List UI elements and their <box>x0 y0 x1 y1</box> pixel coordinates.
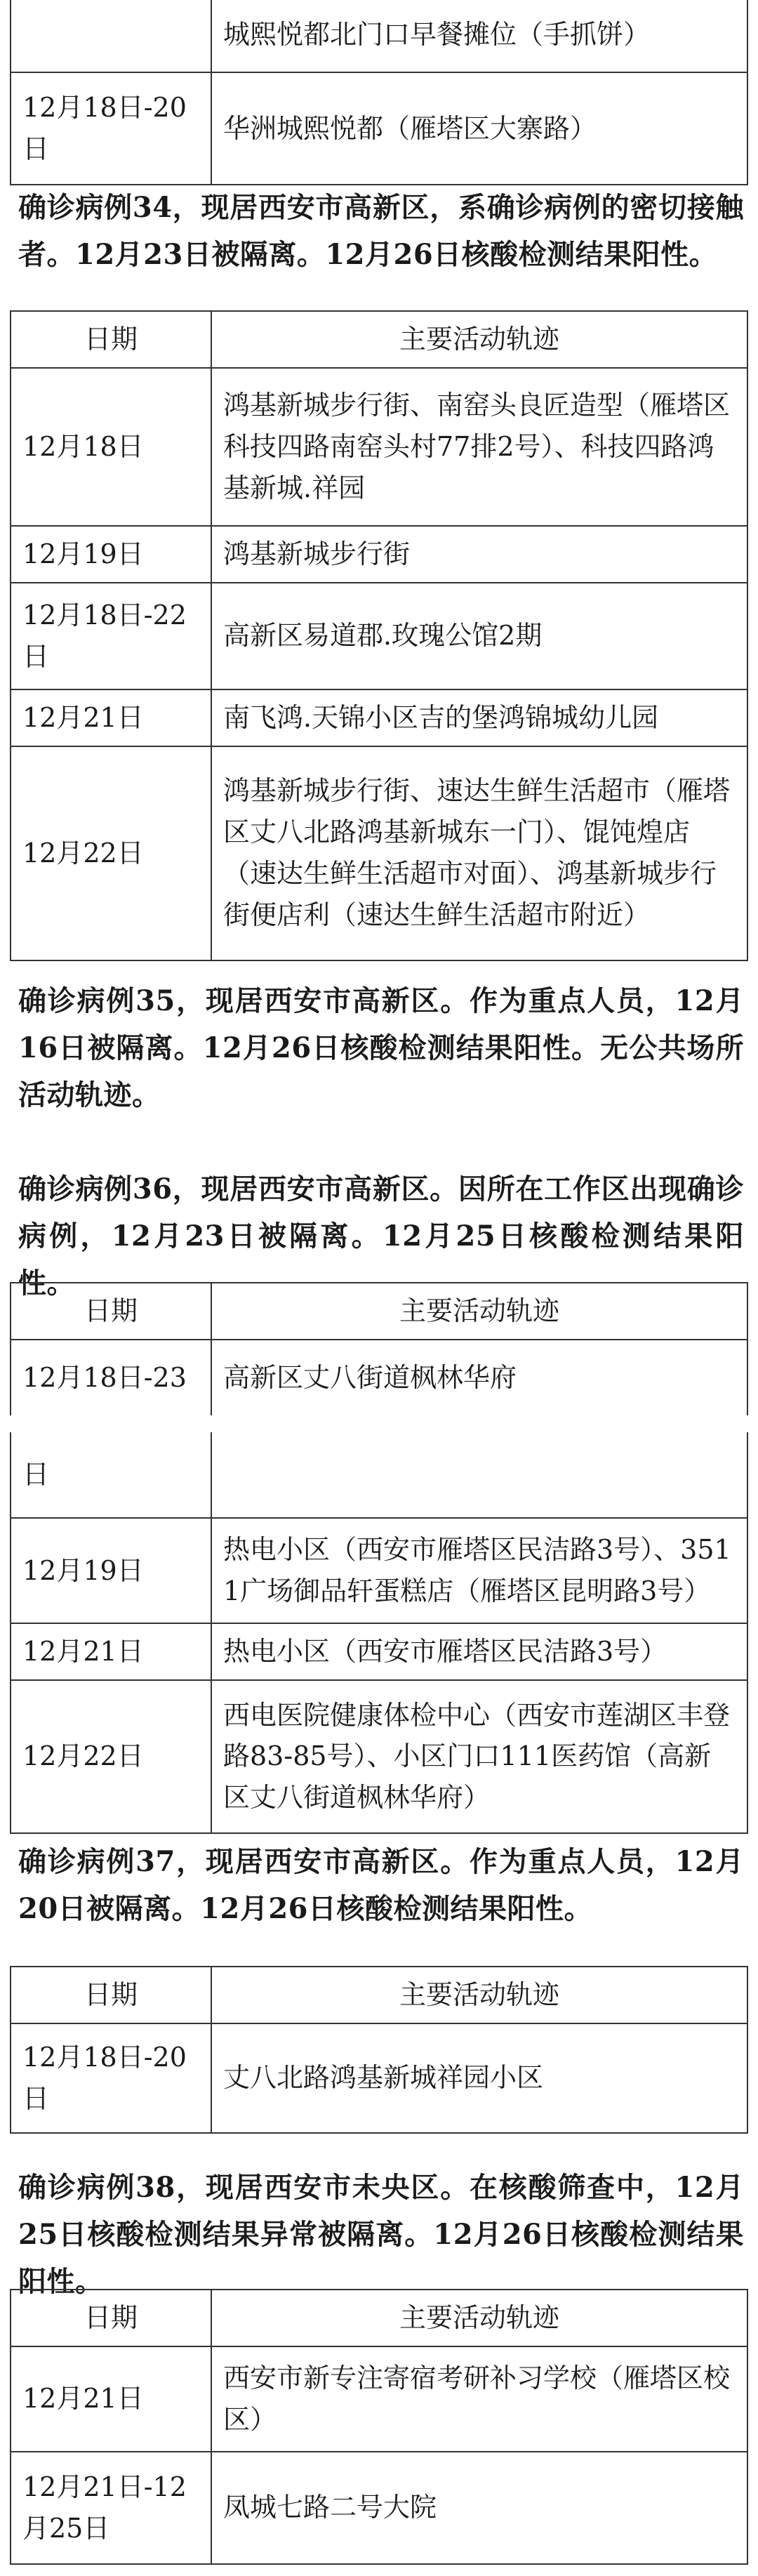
table-header <box>11 1283 747 1340</box>
table-row <box>11 526 747 583</box>
case-35-paragraph: 确诊病例35，现居西安市高新区。作为重点人员，12月16日被隔离。12月26日核酸检测结果阳性。无公共场所活动轨迹。 <box>18 984 744 1112</box>
date-cell: 12月22日 <box>11 1680 211 1833</box>
track-cell: 高新区易道郡.玫瑰公馆2期 <box>211 583 747 689</box>
track-cell: 热电小区（西安市雁塔区民洁路3号） <box>211 1623 747 1680</box>
table-row <box>11 2452 747 2564</box>
track-cell: 南飞鸿.天锦小区吉的堡鸿锦城幼儿园 <box>211 689 747 746</box>
track-header: 主要活动轨迹 <box>211 311 747 368</box>
track-table-continued <box>10 0 748 185</box>
table-row <box>11 2023 747 2133</box>
date-cell: 12月21日 <box>11 2346 211 2452</box>
date-header: 日期 <box>11 1283 211 1340</box>
table-row <box>11 1518 747 1623</box>
case-36-table <box>10 1282 748 1415</box>
track-cell: 高新区丈八街道枫林华府 <box>211 1340 747 1415</box>
date-cell: 12月19日 <box>11 526 211 583</box>
case-34-paragraph: 确诊病例34，现居西安市高新区，系确诊病例的密切接触者。12月23日被隔离。12月26日核酸检测结果阳性。 <box>18 191 744 272</box>
table-header <box>11 1967 747 2023</box>
table-row <box>11 1623 747 1680</box>
case-37-paragraph: 确诊病例37，现居西安市高新区。作为重点人员，12月20日被隔离。12月26日核酸检测结果阳性。 <box>18 1845 744 1926</box>
date-cell: 12月21日 <box>11 1623 211 1680</box>
date-cell <box>11 0 211 72</box>
date-header: 日期 <box>11 2290 211 2346</box>
track-cell: 华洲城熙悦都（雁塔区大寨路） <box>211 72 747 185</box>
track-cell: 鸿基新城步行街、速达生鲜生活超市（雁塔区丈八北路鸿基新城东一门）、馄饨煌店（速达生鲜生活超市对面）、鸿基新城步行街便店利（速达生鲜生活超市附近） <box>211 746 747 960</box>
date-cell: 12月21日-12月25日 <box>11 2452 211 2564</box>
date-cell: 12月19日 <box>11 1518 211 1623</box>
table-row <box>11 368 747 526</box>
table-row <box>11 72 747 185</box>
date-header: 日期 <box>11 311 211 368</box>
table-header <box>11 2290 747 2346</box>
table-row <box>11 689 747 746</box>
table-row <box>11 583 747 689</box>
table-row <box>11 1340 747 1415</box>
track-cell: 丈八北路鸿基新城祥园小区 <box>211 2023 747 2133</box>
date-cell: 12月18日-20日 <box>11 72 211 185</box>
track-cell: 鸿基新城步行街、南窑头良匠造型（雁塔区科技四路南窑头村77排2号）、科技四路鸿基新城.祥园 <box>211 368 747 526</box>
case-38-table <box>10 2289 748 2565</box>
date-cell: 12月18日-23 <box>11 1340 211 1415</box>
table-row <box>11 1680 747 1833</box>
track-header: 主要活动轨迹 <box>211 2290 747 2346</box>
date-cell: 日 <box>11 1432 211 1518</box>
track-header: 主要活动轨迹 <box>211 1283 747 1340</box>
track-cell <box>211 1432 747 1518</box>
date-cell: 12月18日 <box>11 368 211 526</box>
track-cell: 凤城七路二号大院 <box>211 2452 747 2564</box>
case-38-paragraph: 确诊病例38，现居西安市未央区。在核酸筛查中，12月25日核酸检测结果异常被隔离。12月26日核酸检测结果阳性。 <box>18 2171 744 2299</box>
track-cell: 鸿基新城步行街 <box>211 526 747 583</box>
case-34-table <box>10 310 748 961</box>
date-cell: 12月22日 <box>11 746 211 960</box>
date-cell: 12月18日-20日 <box>11 2023 211 2133</box>
case-36-paragraph: 确诊病例36，现居西安市高新区。因所在工作区出现确诊病例，12月23日被隔离。12月25日核酸检测结果阳性。 <box>18 1173 744 1300</box>
table-row <box>11 746 747 960</box>
table-row <box>11 0 747 72</box>
track-cell: 城熙悦都北门口早餐摊位（手抓饼） <box>211 0 747 72</box>
date-header: 日期 <box>11 1967 211 2023</box>
track-cell: 西安市新专注寄宿考研补习学校（雁塔区校区） <box>211 2346 747 2452</box>
date-cell: 12月18日-22日 <box>11 583 211 689</box>
case-37-table <box>10 1966 748 2134</box>
table-row <box>11 2346 747 2452</box>
table-row <box>11 1432 747 1518</box>
track-header: 主要活动轨迹 <box>211 1967 747 2023</box>
track-cell: 热电小区（西安市雁塔区民洁路3号）、3511广场御品轩蛋糕店（雁塔区昆明路3号） <box>211 1518 747 1623</box>
case-36-table-continued <box>10 1432 748 1834</box>
table-header <box>11 311 747 368</box>
track-cell: 西电医院健康体检中心（西安市莲湖区丰登路83-85号）、小区门口111医药馆（高新区丈八街道枫林华府） <box>211 1680 747 1833</box>
date-cell: 12月21日 <box>11 689 211 746</box>
